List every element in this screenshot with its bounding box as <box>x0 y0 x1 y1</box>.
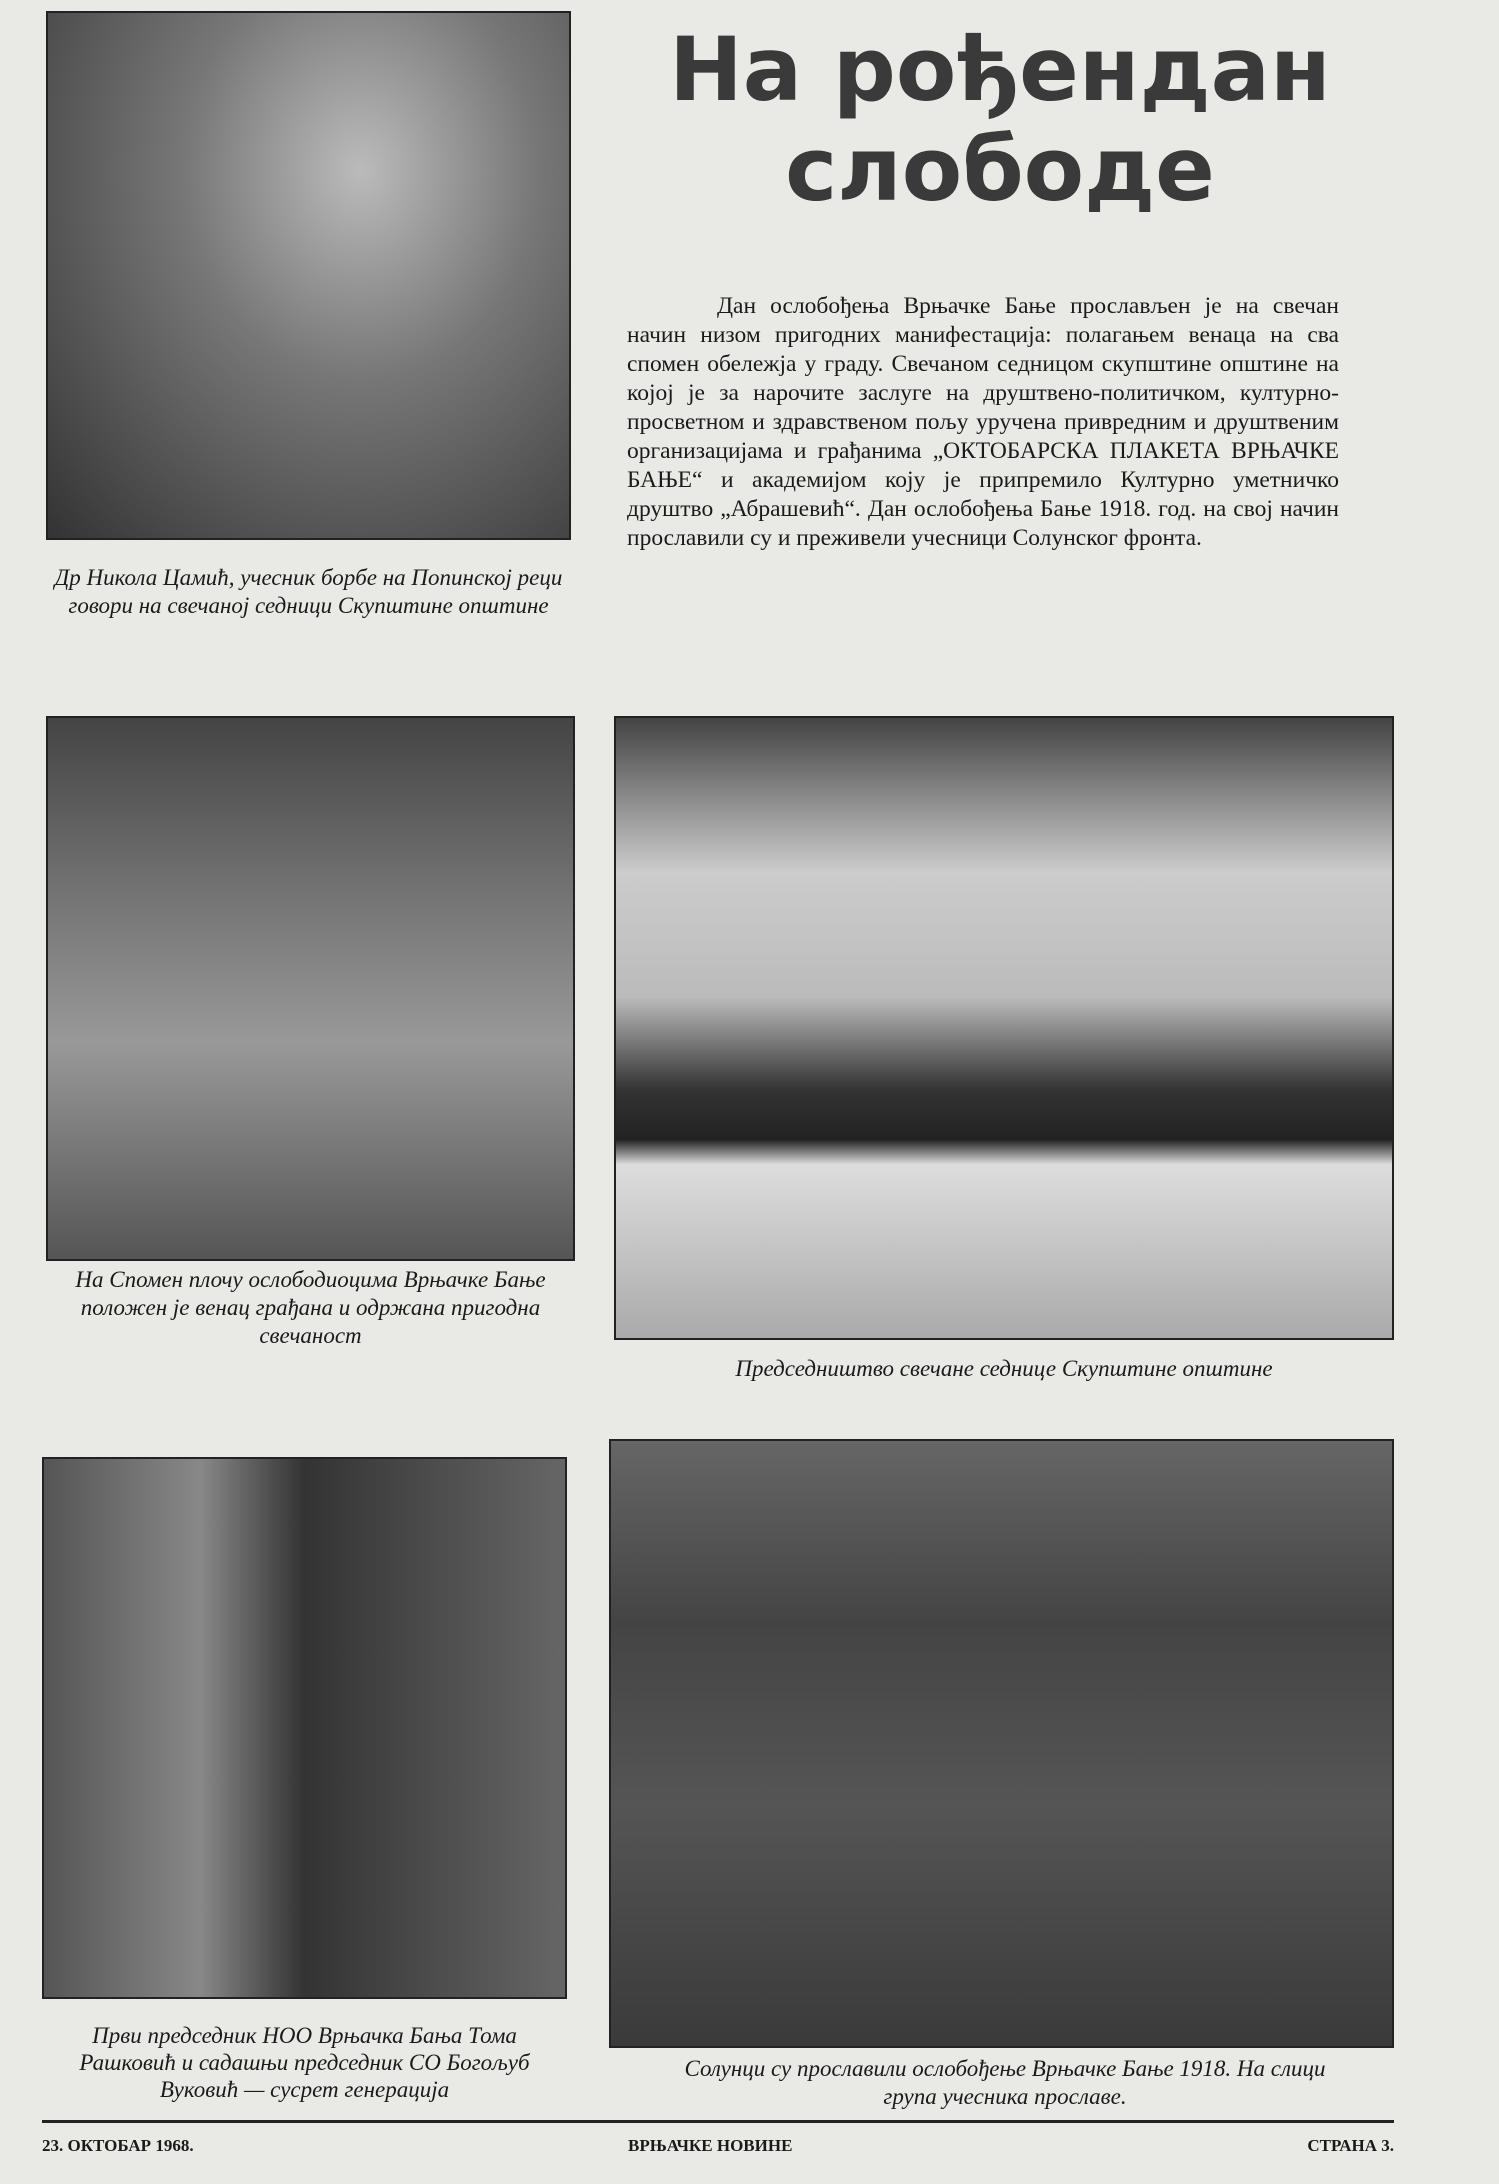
caption-photo-5: Солунци су прославили ослобођење Врњачке Бање 1918. На слици група учесника прославе. <box>684 2056 1326 2109</box>
photo-session-presidium <box>614 716 1394 1340</box>
headline <box>600 20 1400 220</box>
photo-memorial-plaque-ceremony <box>46 716 575 1261</box>
headline-line-1: На рођендан <box>669 18 1331 121</box>
footer-rule <box>42 2120 1394 2123</box>
photo-salonika-veterans <box>609 1439 1394 2048</box>
caption-photo-2: На Спомен плочу ослободиоцима Врњачке Бање положен је венац грађана и одржана пригодна свечаност <box>75 1267 546 1348</box>
photo-two-presidents <box>42 1457 567 1999</box>
headline-line-2: слободе <box>785 118 1215 221</box>
caption-photo-4: Први председник НОО Врњачка Бања Тома Рашковић и садашњи председник СО Богољуб Вуковић — сусрет генерација <box>79 2023 530 2102</box>
caption-photo-1: Др Никола Цамић, учесник борбе на Попинској реци говори на свечаној седници Скупштине општине <box>54 565 563 618</box>
footer-date: 23. ОКТОБАР 1968. <box>42 2136 194 2155</box>
footer-paper-name: ВРЊАЧКЕ НОВИНЕ <box>628 2136 793 2155</box>
article-body: Дан ослобођења Врњачке Бање прослављен је на свечан начин низом пригодних манифестација: полагањем венаца на сва спомен обележја у граду. Свечаном седницом скупштине општине на којој је за нарочите заслуге на друштвено-политичком, културно-просветном и здравственом пољу уручена привредним и друштвеним организацијама и грађанима „ОКТОБАРСКА ПЛАКЕТА ВРЊАЧКЕ БАЊЕ“ и академијом коју је припремило Културно уметничко друштво „Абрашевић“. Дан ослобођења Бање 1918. год. на свој начин прославили су и преживели учесници Солунског фронта. <box>627 293 1339 551</box>
photo-speaker-at-session <box>46 11 571 540</box>
footer-page-number: СТРАНА 3. <box>1307 2136 1394 2155</box>
caption-photo-3: Председништво свечане седнице Скупштине општине <box>735 1356 1273 1381</box>
